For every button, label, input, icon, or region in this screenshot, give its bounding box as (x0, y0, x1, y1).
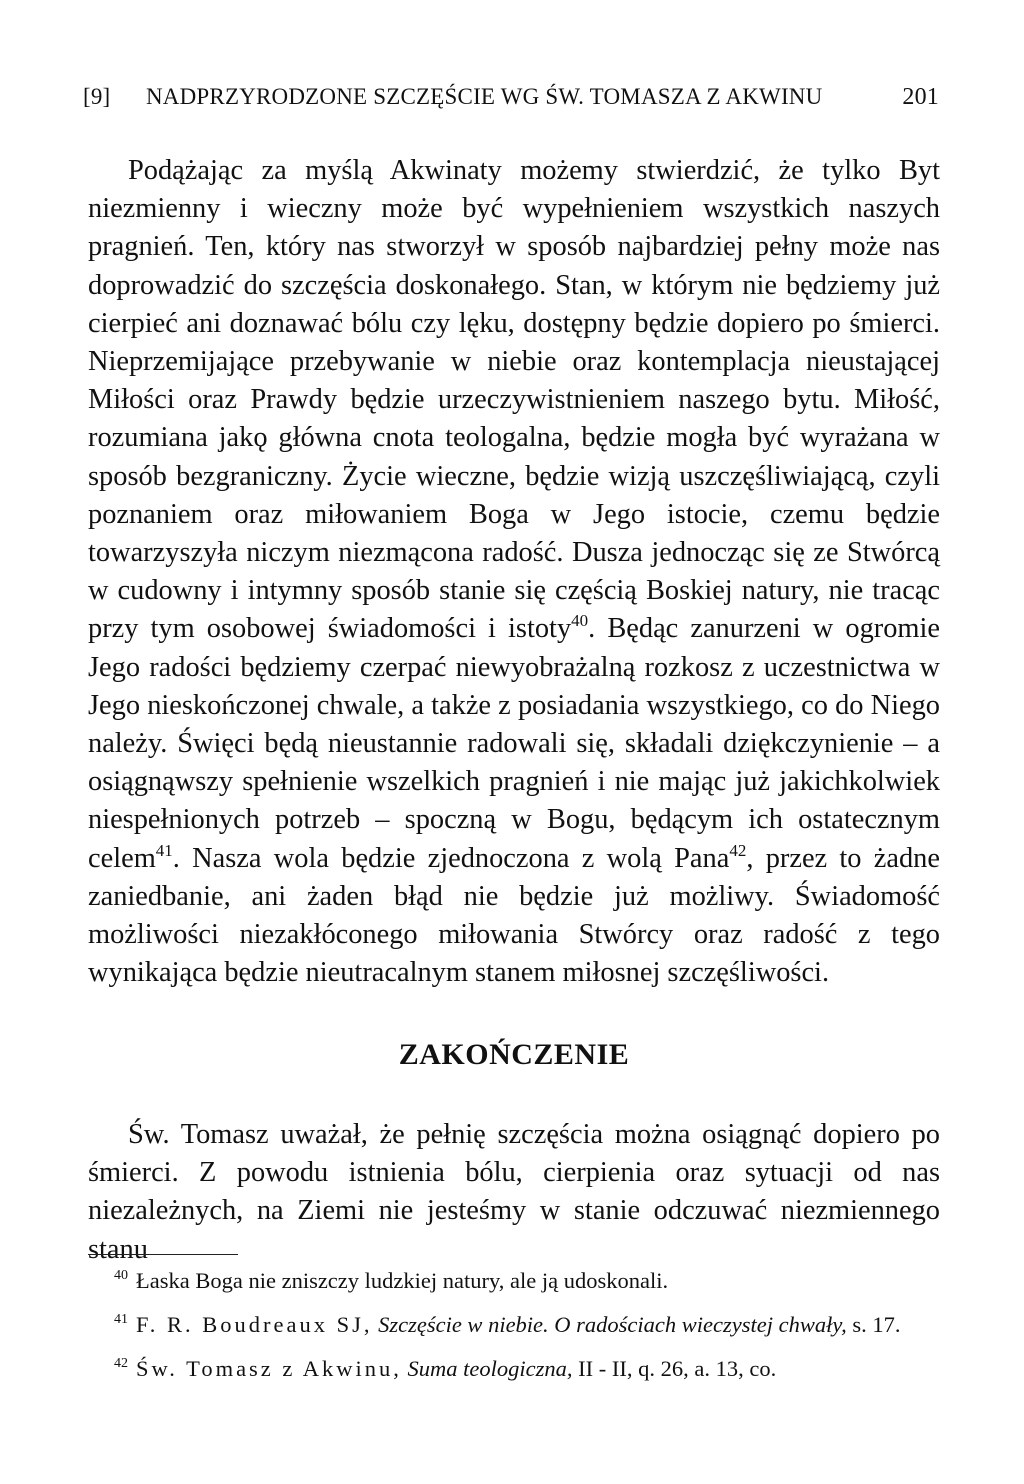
body-paragraph (88, 152, 940, 992)
footnote-separator (88, 1254, 238, 1255)
paragraph-text: . Będąc zanurzeni w ogromie Jego radości będziemy czerpać niewyobrażalną rozkosz z uczestnictwa w Jego nieskończonej chwale, a także z posiadania wszystkiego, co do Niego należy. Święci będą nieustannie radowali się, składali dziękczynienie – a osiągnąwszy spełnienie wszelkich pragnień i nie mając już jakichkolwiek niespełnionych potrzeb – spoczną w Bogu, będącym ich ostatecznym celem (88, 613, 940, 874)
footnote-number: 41 (114, 1312, 128, 1327)
footnote-ref-41[interactable]: 41 (155, 840, 173, 860)
chapter-number: [9] (83, 84, 111, 109)
running-header (83, 84, 939, 111)
footnote-detail: s. 17. (852, 1312, 901, 1337)
conclusion-text (88, 1116, 940, 1269)
footnote-author: Św. Tomasz z Akwinu, (136, 1356, 402, 1381)
paragraph-text: , przez to żadne zaniedbanie, ani żaden błąd nie będzie już możliwy. Świadomość możliwości niezakłóconego miłowania Stwórcy oraz radość z tego wynikająca będzie nieutracalnym stanem miłosnej szczęśliwości. (88, 842, 940, 989)
paragraph-text: Podążając za myślą Akwinaty możemy stwierdzić, że tylko Byt niezmienny i wieczny może być wypełnieniem wszystkich naszych pragnień. Ten, który nas stworzył w sposób najbardziej pełny może nas doprowadzić do szczęścia doskonałego. Stan, w którym nie będziemy już cierpieć ani doznawać bólu czy lęku, dostępny będzie dopiero po śmierci. Nieprzemijające przebywanie w niebie oraz kontemplacja nieustającej Miłości oraz Prawdy będzie urzeczywistnieniem naszego bytu. Miłość, rozumiana jakǫ główna cnota teologalna, będzie mogła być wyrażana w sposób bezgraniczny. Życie wieczne, będzie wizją uszczęśliwiającą, czyli poznaniem oraz miłowaniem Boga w Jego istocie, czemu będzie towarzyszyła niczym niezmącona radość. Dusza jednocząc się ze Stwórcą w cudowny i intymny sposób stanie się częścią Boskiej natury, nie tracąc przy tym osobowej świadomości i istoty (88, 155, 940, 645)
page-number: 201 (902, 84, 939, 110)
footnote-number: 40 (114, 1268, 128, 1283)
main-text (88, 152, 940, 992)
footnote-ref-40[interactable]: 40 (571, 611, 589, 631)
footnotes (88, 1266, 940, 1398)
conclusion-paragraph: Św. Tomasz uważał, że pełnię szczęścia można osiągnąć dopiero po śmierci. Z powodu istnienia bólu, cierpienia oraz sytuacji od nas niezależnych, na Ziemi nie jesteśmy w stanie odczuwać niezmiennego stanu (88, 1119, 940, 1265)
footnote-ref-42[interactable]: 42 (729, 840, 747, 860)
footnote-detail: II - II, q. 26, a. 13, co. (578, 1356, 777, 1381)
section-heading: ZAKOŃCZENIE (398, 1038, 630, 1071)
footnote-author: F. R. Boudreaux SJ, (136, 1312, 373, 1337)
footnote-42 (88, 1354, 940, 1384)
footnote-title: Szczęście w niebie. O radościach wieczystej chwały, (378, 1312, 847, 1337)
paragraph-text: . Nasza wola będzie zjednoczona z wolą Pana (172, 842, 730, 874)
footnote-40 (88, 1266, 940, 1296)
footnote-title: Suma teologiczna, (407, 1356, 573, 1381)
footnote-number: 42 (114, 1356, 128, 1371)
running-title: NADPRZYRODZONE SZCZĘŚCIE WG ŚW. TOMASZA Z AKWINU (146, 84, 823, 109)
footnote-text: Łaska Boga nie zniszczy ludzkiej natury, ale ją udoskonali. (136, 1268, 669, 1293)
footnote-41 (88, 1310, 940, 1340)
